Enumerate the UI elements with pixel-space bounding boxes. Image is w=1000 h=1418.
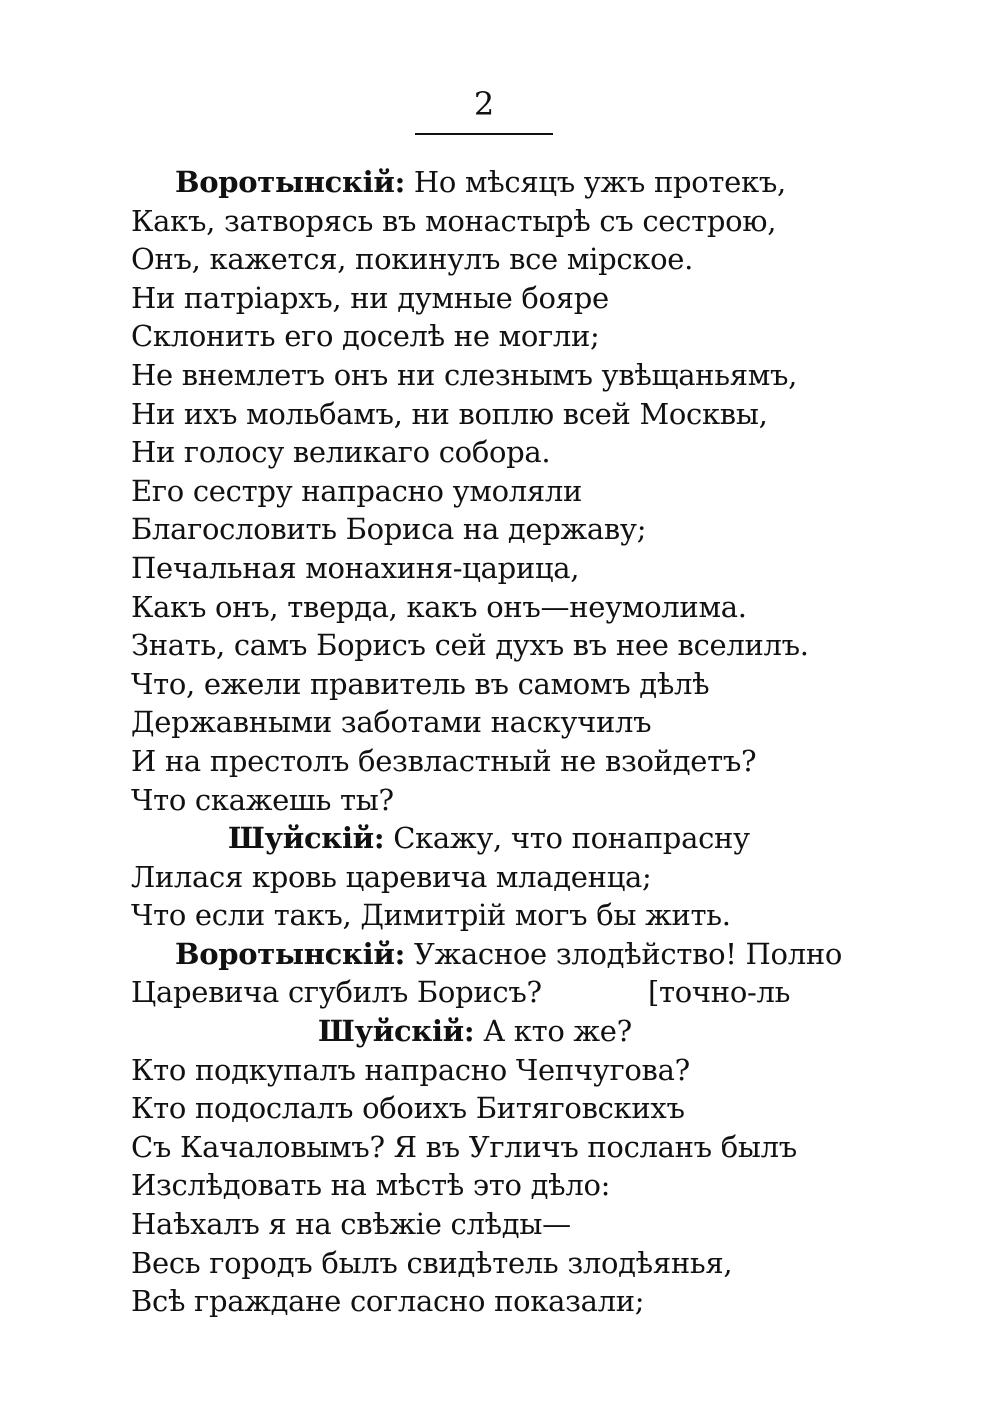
verse-line-text: Что если такъ, Димитрій могъ бы жить.	[131, 898, 731, 933]
verse-line	[0, 1166, 1000, 1205]
verse-line-text: Какъ, затворясь въ монастырѣ съ сестрою,	[131, 203, 777, 238]
verse-line	[0, 1282, 1000, 1321]
verse-line-text: Царевича сгубилъ Борисъ?	[131, 975, 542, 1010]
header-rule	[415, 133, 553, 135]
verse-line-text: Ужасное злодѣйство! Полно	[404, 936, 843, 971]
verse-line	[0, 240, 1000, 279]
verse-line	[0, 549, 1000, 588]
verse-line	[0, 896, 1000, 935]
page-number: 2	[473, 85, 495, 123]
verse-text	[0, 163, 1000, 1321]
verse-line-text: Скажу, что понапрасну	[384, 821, 750, 856]
verse-line-text: И на престолъ безвластный не взойдетъ?	[131, 743, 757, 778]
verse-line	[0, 665, 1000, 704]
verse-line-text: Онъ, кажется, покинулъ все мірское.	[131, 242, 694, 277]
verse-line	[0, 858, 1000, 897]
verse-line	[0, 703, 1000, 742]
verse-line	[0, 742, 1000, 781]
verse-line-text: Знать, самъ Борисъ сей духъ въ нее вселилъ.	[131, 628, 809, 663]
verse-line-text: Но мѣсяцъ ужъ протекъ,	[404, 165, 786, 199]
verse-line	[0, 1244, 1000, 1283]
verse-line	[0, 356, 1000, 395]
verse-line	[0, 935, 1000, 974]
verse-line	[0, 1051, 1000, 1090]
verse-line	[0, 395, 1000, 434]
verse-line-text: Наѣхалъ я на свѣжіе слѣды—	[131, 1207, 571, 1242]
verse-line-text: Съ Качаловымъ? Я въ Угличъ посланъ былъ	[131, 1129, 797, 1164]
verse-line	[0, 819, 1000, 858]
verse-line	[0, 1012, 1000, 1051]
verse-line	[0, 202, 1000, 241]
verse-line-text: А кто же?	[474, 1014, 632, 1049]
verse-line-text: Ни голосу великаго собора.	[131, 435, 551, 470]
verse-line-text: Какъ онъ, тверда, какъ онъ—неумолима.	[131, 589, 747, 624]
verse-line-text: Печальная монахиня-царица,	[131, 550, 580, 585]
verse-line	[0, 626, 1000, 665]
verse-line-text: Кто подкупалъ напрасно Чепчугова?	[131, 1052, 690, 1087]
speaker-name: Шуйскій:	[228, 821, 385, 856]
verse-line	[0, 973, 1000, 1012]
verse-line	[0, 1205, 1000, 1244]
speaker-name: Шуйскій:	[318, 1014, 475, 1049]
verse-line-text: Что скажешь ты?	[131, 782, 394, 817]
verse-line-continuation: [точно-ль	[648, 975, 791, 1010]
verse-line-text: Склонить его доселѣ не могли;	[131, 319, 600, 354]
speaker-name: Воротынскій:	[175, 936, 405, 971]
verse-line	[0, 781, 1000, 820]
verse-line-text: Изслѣдовать на мѣстѣ это дѣло:	[131, 1168, 611, 1203]
verse-line	[0, 1128, 1000, 1167]
verse-line-text: Всѣ граждане согласно показали;	[131, 1284, 645, 1319]
verse-line-text: Кто подослалъ обоихъ Битяговскихъ	[131, 1091, 685, 1126]
verse-line-text: Его сестру напрасно умоляли	[131, 473, 583, 508]
verse-line-text: Державными заботами наскучилъ	[131, 705, 652, 740]
verse-line-text: Лилася кровь царевича младенца;	[131, 859, 652, 894]
verse-line	[0, 510, 1000, 549]
speaker-name: Воротынскій:	[175, 165, 405, 199]
verse-line	[0, 317, 1000, 356]
verse-line-text: Благословить Бориса на державу;	[131, 512, 647, 547]
verse-line-text: Весь городъ былъ свидѣтель злодѣянья,	[131, 1245, 733, 1280]
verse-line-text: Ни патріархъ, ни думные бояре	[131, 280, 609, 315]
verse-line-text: Ни ихъ мольбамъ, ни воплю всей Москвы,	[131, 396, 768, 431]
verse-line	[0, 588, 1000, 627]
verse-line	[0, 433, 1000, 472]
verse-line	[0, 163, 1000, 202]
verse-line-text: Что, ежели правитель въ самомъ дѣлѣ	[131, 666, 710, 701]
verse-line-text: Не внемлетъ онъ ни слезнымъ увѣщаньямъ,	[131, 357, 798, 392]
verse-line	[0, 1089, 1000, 1128]
verse-line	[0, 472, 1000, 511]
verse-line	[0, 279, 1000, 318]
